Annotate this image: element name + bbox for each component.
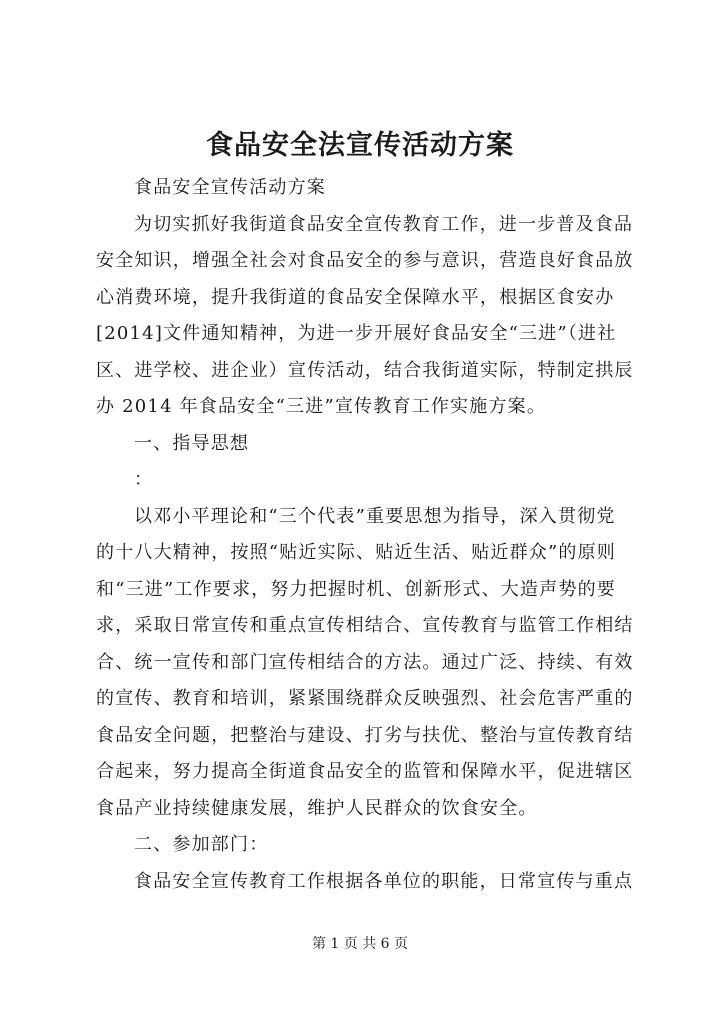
document-title: 食品安全法宣传活动方案	[206, 130, 514, 161]
paragraph-line: 合、统一宣传和部门宣传相结合的方法。通过广泛、持续、有效	[96, 651, 634, 673]
paragraph-line: 区、进学校、进企业）宣传活动，结合我街道实际，特制定拱辰	[96, 359, 634, 381]
paragraph-line: 食品产业持续健康发展，维护人民群众的饮食安全。	[96, 797, 538, 819]
section-heading: 二、参加部门：	[134, 834, 269, 855]
paragraph-line: 求，采取日常宣传和重点宣传相结合、宣传教育与监管工作相结	[96, 615, 634, 636]
subtitle-line: 食品安全宣传活动方案	[134, 177, 326, 198]
paragraph-line: 合起来，努力提高全街道食品安全的监管和保障水平，促进辖区	[96, 761, 634, 782]
paragraph-line: 的宣传、教育和培训，紧紧围绕群众反映强烈、社会危害严重的	[96, 688, 634, 709]
paragraph-line: 食品安全宣传教育工作根据各单位的职能，日常宣传与重点	[134, 870, 634, 892]
section-heading: 一、指导思想	[134, 432, 250, 454]
paragraph-line: 心消费环境，提升我街道的食品安全保障水平，根据区食安办	[96, 286, 615, 308]
paragraph-line: [2014]文件通知精神，为进一步开展好食品安全“三进”（进社	[96, 323, 617, 344]
document-body	[96, 170, 641, 900]
paragraph-line: 和“三进”工作要求，努力把握时机、创新形式、大造声势的要	[96, 578, 617, 600]
paragraph-line: 办 2014 年食品安全“三进”宣传教育工作实施方案。	[96, 396, 547, 417]
paragraph-line: 食品安全问题，把整治与建设、打劣与扶优、整治与宣传教育结	[96, 724, 634, 746]
paragraph-line: 以邓小平理论和“三个代表”重要思想为指导，深入贯彻党	[134, 505, 616, 527]
paragraph-line: ：	[134, 469, 154, 490]
paragraph-line: 安全知识，增强全社会对食品安全的参与意识，营造良好食品放	[96, 250, 634, 271]
paragraph-line: 的十八大精神，按照“贴近实际、贴近生活、贴近群众”的原则	[96, 542, 617, 563]
page-footer: 第 1 页 共 6 页	[311, 936, 409, 952]
paragraph-line: 为切实抓好我街道食品安全宣传教育工作，进一步普及食品	[134, 213, 634, 235]
